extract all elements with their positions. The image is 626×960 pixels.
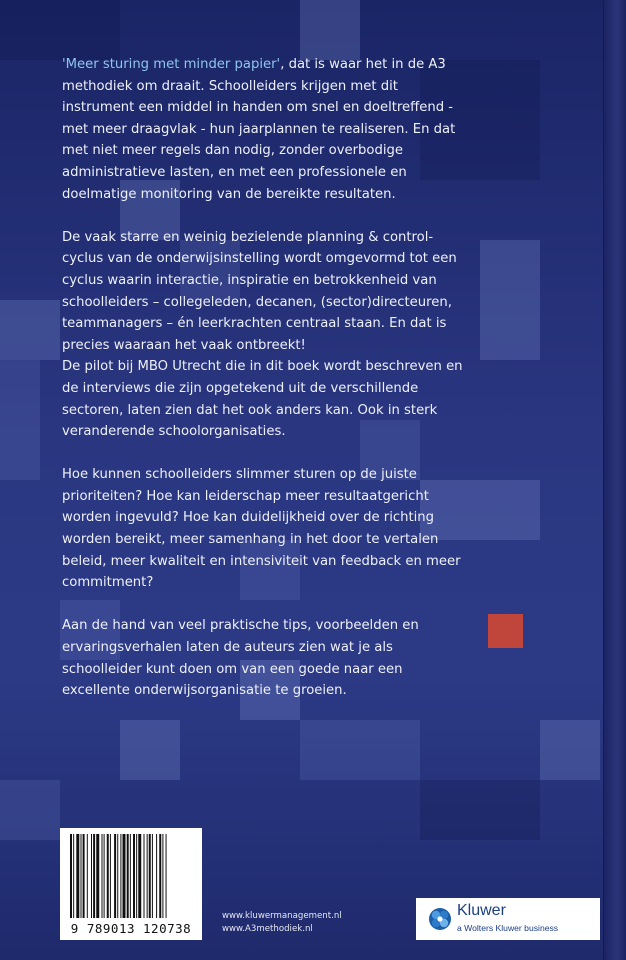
barcode-bar: [144, 834, 145, 918]
back-cover-blurb: [62, 54, 472, 723]
mosaic-tile: [120, 720, 180, 780]
barcode-bar: [136, 834, 137, 918]
website-links: [222, 910, 342, 936]
barcode-bar: [123, 834, 126, 918]
barcode-bar: [87, 834, 88, 918]
barcode-bar: [73, 834, 74, 918]
url-a3-methodiek[interactable]: www.A3methodiek.nl: [222, 924, 313, 934]
barcode-bar: [159, 834, 161, 918]
barcode-bar: [120, 834, 121, 918]
blurb-highlight-quote: 'Meer sturing met minder papier': [62, 57, 281, 72]
barcode-bar: [96, 834, 99, 918]
mosaic-tile: [420, 780, 540, 840]
barcode-bar: [166, 834, 167, 918]
barcode-bar: [127, 834, 129, 918]
barcode-bar: [83, 834, 85, 918]
barcode-bar: [102, 834, 103, 918]
mosaic-tile: [0, 360, 40, 480]
mosaic-tile: [540, 720, 600, 780]
barcode-bar: [117, 834, 118, 918]
kluwer-globe-icon: [428, 907, 452, 931]
mosaic-tile: [0, 780, 60, 840]
barcode-bar: [104, 834, 105, 918]
blurb-paragraph-5: Aan de hand van veel praktische tips, voorbeelden en ervaringsverhalen laten de auteurs zien wat je als schoolleider kunt doen om van een goede naar een excellente onderwijsorganisatie te groeien.: [62, 618, 419, 699]
barcode-bar: [156, 834, 157, 918]
red-accent-square: [488, 614, 523, 648]
barcode-bar: [149, 834, 151, 918]
barcode-bar: [133, 834, 135, 918]
barcode-bar: [147, 834, 148, 918]
barcode-bar: [114, 834, 116, 918]
barcode-bar: [70, 834, 72, 918]
mosaic-tile: [300, 720, 420, 780]
barcode-bar: [93, 834, 95, 918]
blurb-paragraph-1-text: , dat is waar het in de A3 methodiek om draait. Schoolleiders krijgen met dit instrument een middel in handen om snel en doeltreffend - met meer draagvlak - hun jaarplannen te realiseren. En dat met niet meer regels dan nodig, zonder overbodige administratieve lasten, en met een professionele en doelmatige monitoring van de bereikte resultaten.: [62, 57, 456, 202]
publisher-name: Kluwer: [457, 902, 506, 919]
barcode: [60, 828, 202, 940]
barcode-bar: [138, 834, 141, 918]
spine-edge: [603, 0, 626, 960]
isbn-number: 9 789013 120738: [70, 921, 192, 936]
mosaic-tile: [0, 0, 120, 60]
barcode-bar: [107, 834, 109, 918]
blurb-paragraph-4: Hoe kunnen schoolleiders slimmer sturen op de juiste prioriteiten? Hoe kan leiderschap meer resultaatgericht worden ingevuld? Hoe kan duidelijkheid over de richting worden bereikt, meer samenhang in het door te vertalen beleid, meer kwaliteit en intensiviteit van feedback en meer commitment?: [62, 467, 461, 591]
blurb-paragraph-3: De pilot bij MBO Utrecht die in dit boek wordt beschreven en de interviews die zijn opgetekend uit de verschillende sectoren, laten zien dat het ook anders kan. Ook in sterk veranderende schoolorganisaties.: [62, 359, 463, 440]
mosaic-tile: [0, 300, 60, 360]
barcode-bar: [81, 834, 82, 918]
blurb-paragraph-2: De vaak starre en weinig bezielende planning & control-cyclus van de onderwijsinstelling wordt omgevormd tot een cyclus waarin interactie, inspiratie en betrokkenheid van schoolleiders – collegeleden, decanen, (sector)directeuren, teammanagers – én leerkrachten centraal staan. En dat is precies waaraan het vaak ontbreekt!: [62, 229, 457, 353]
mosaic-tile: [480, 240, 540, 360]
barcode-bar: [76, 834, 79, 918]
publisher-tagline: a Wolters Kluwer business: [457, 923, 559, 933]
publisher-logo: [416, 898, 600, 940]
barcode-bar: [130, 834, 131, 918]
barcode-bar: [91, 834, 92, 918]
mosaic-tile: [300, 0, 360, 60]
barcode-bar: [162, 834, 163, 918]
barcode-bar: [152, 834, 153, 918]
url-kluwer-management[interactable]: www.kluwermanagement.nl: [222, 911, 342, 921]
barcode-bar: [110, 834, 111, 918]
blurb-paragraph-1: [62, 54, 472, 205]
barcode-bars: [66, 834, 196, 918]
